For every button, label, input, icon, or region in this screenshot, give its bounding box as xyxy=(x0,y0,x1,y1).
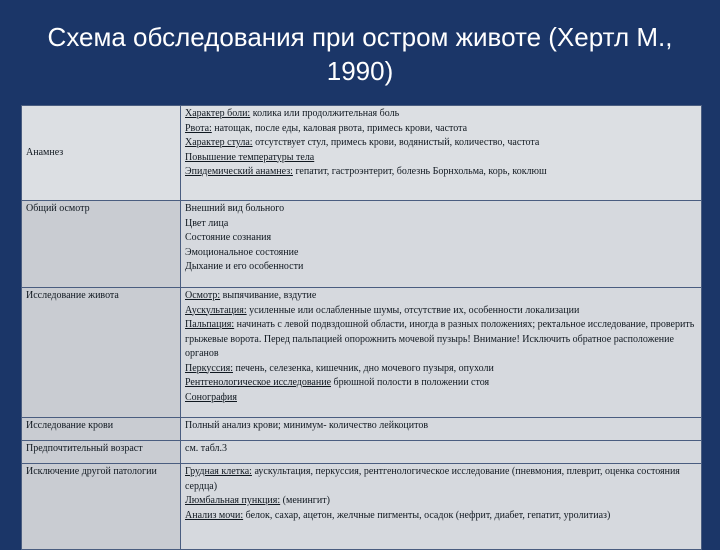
content-line xyxy=(185,246,697,261)
row-content xyxy=(181,201,702,288)
line-text: колика или продолжительная боль xyxy=(250,108,400,119)
line-heading: Эпидемический анамнез: xyxy=(185,166,293,177)
table-row xyxy=(22,418,702,441)
content-line xyxy=(185,122,697,137)
line-text: выпячивание, вздутие xyxy=(220,290,317,301)
table-row xyxy=(22,201,702,288)
row-label: Анамнез xyxy=(22,106,181,201)
content-line xyxy=(185,391,697,406)
row-content xyxy=(181,106,702,201)
table-row xyxy=(22,106,702,201)
line-text: брюшной полости в положении стоя xyxy=(331,377,490,388)
content-line xyxy=(185,465,697,494)
line-heading: Осмотр: xyxy=(185,290,221,301)
line-text: Внешний вид больного xyxy=(185,203,285,214)
line-text: белок, сахар, ацетон, желчные пигменты, осадок (нефрит, диабет, гепатит, уролитиаз) xyxy=(243,509,611,521)
content-line xyxy=(185,318,697,362)
slide-title: Схема обследования при остром животе (Хертл М., 1990) xyxy=(47,22,673,86)
table-row xyxy=(22,464,702,550)
content-line xyxy=(185,442,697,457)
line-text: усиленные или ослабленные шумы, отсутствие их, особенности локализации xyxy=(246,304,580,316)
line-heading: Люмбальная пункция: xyxy=(185,495,281,506)
line-text: отсутствует стул, примесь крови, водянистый, количество, частота xyxy=(252,137,540,148)
row-content xyxy=(181,464,702,550)
line-heading: Пальпация: xyxy=(185,319,235,330)
row-content xyxy=(181,288,702,418)
row-label: Исключение другой патологии xyxy=(22,464,181,550)
line-text: (менингит) xyxy=(280,495,330,506)
content-line xyxy=(185,509,697,524)
content-line xyxy=(185,202,697,217)
line-heading: Повышение температуры тела xyxy=(185,151,315,163)
line-text: печень, селезенка, кишечник, дно мочевого пузыря, опухоли xyxy=(232,362,494,374)
line-heading: Характер боли: xyxy=(185,108,251,119)
table-row xyxy=(22,441,702,464)
line-text: см. табл.3 xyxy=(185,443,228,454)
line-text: начинать с левой подвздошной области, иногда в разных положениях; ректальное исследование, проверить грыжевые ворота. Перед пальпацией опорожнить мочевой пузырь! Внимание! Исключить обратное расположение органов xyxy=(185,319,695,359)
line-text: аускультация, перкуссия, рентгенологическое исследование (пневмония, плеврит, оценка состояния сердца) xyxy=(185,466,680,492)
line-text: натощак, после еды, каловая рвота, примесь крови, частота xyxy=(211,122,468,134)
content-line xyxy=(185,362,697,377)
line-text: Состояние сознания xyxy=(185,232,272,243)
examination-schema-table xyxy=(21,105,702,550)
line-text: Полный анализ крови; минимум- количество лейкоцитов xyxy=(185,420,429,431)
content-line xyxy=(185,217,697,232)
line-text: Эмоциональное состояние xyxy=(185,246,299,258)
line-heading: Характер стула: xyxy=(185,137,253,148)
row-label: Предпочтительный возраст xyxy=(22,441,181,464)
content-line xyxy=(185,304,697,319)
line-text: гепатит, гастроэнтерит, болезнь Борнхольма, корь, коклюш xyxy=(292,166,547,177)
line-heading: Рентгенологическое исследование xyxy=(185,377,332,388)
content-line xyxy=(185,165,697,180)
line-heading: Анализ мочи: xyxy=(185,509,244,521)
row-content xyxy=(181,418,702,441)
line-heading: Сонография xyxy=(185,391,237,403)
table-row xyxy=(22,288,702,418)
content-line xyxy=(185,151,697,166)
line-heading: Рвота: xyxy=(185,122,212,134)
row-label: Исследование живота xyxy=(22,288,181,418)
line-heading: Грудная клетка: xyxy=(185,466,252,477)
row-content xyxy=(181,441,702,464)
row-label: Общий осмотр xyxy=(22,201,181,288)
line-text: Цвет лица xyxy=(185,217,229,229)
content-line xyxy=(185,231,697,246)
content-line xyxy=(185,136,697,151)
line-heading: Аускультация: xyxy=(185,304,247,316)
content-line xyxy=(185,376,697,391)
line-text: Дыхание и его особенности xyxy=(185,261,304,272)
line-heading: Перкуссия: xyxy=(185,362,233,374)
content-line xyxy=(185,289,697,304)
row-label: Исследование крови xyxy=(22,418,181,441)
content-line xyxy=(185,107,697,122)
content-line xyxy=(185,419,697,434)
content-line xyxy=(185,260,697,275)
content-line xyxy=(185,494,697,509)
